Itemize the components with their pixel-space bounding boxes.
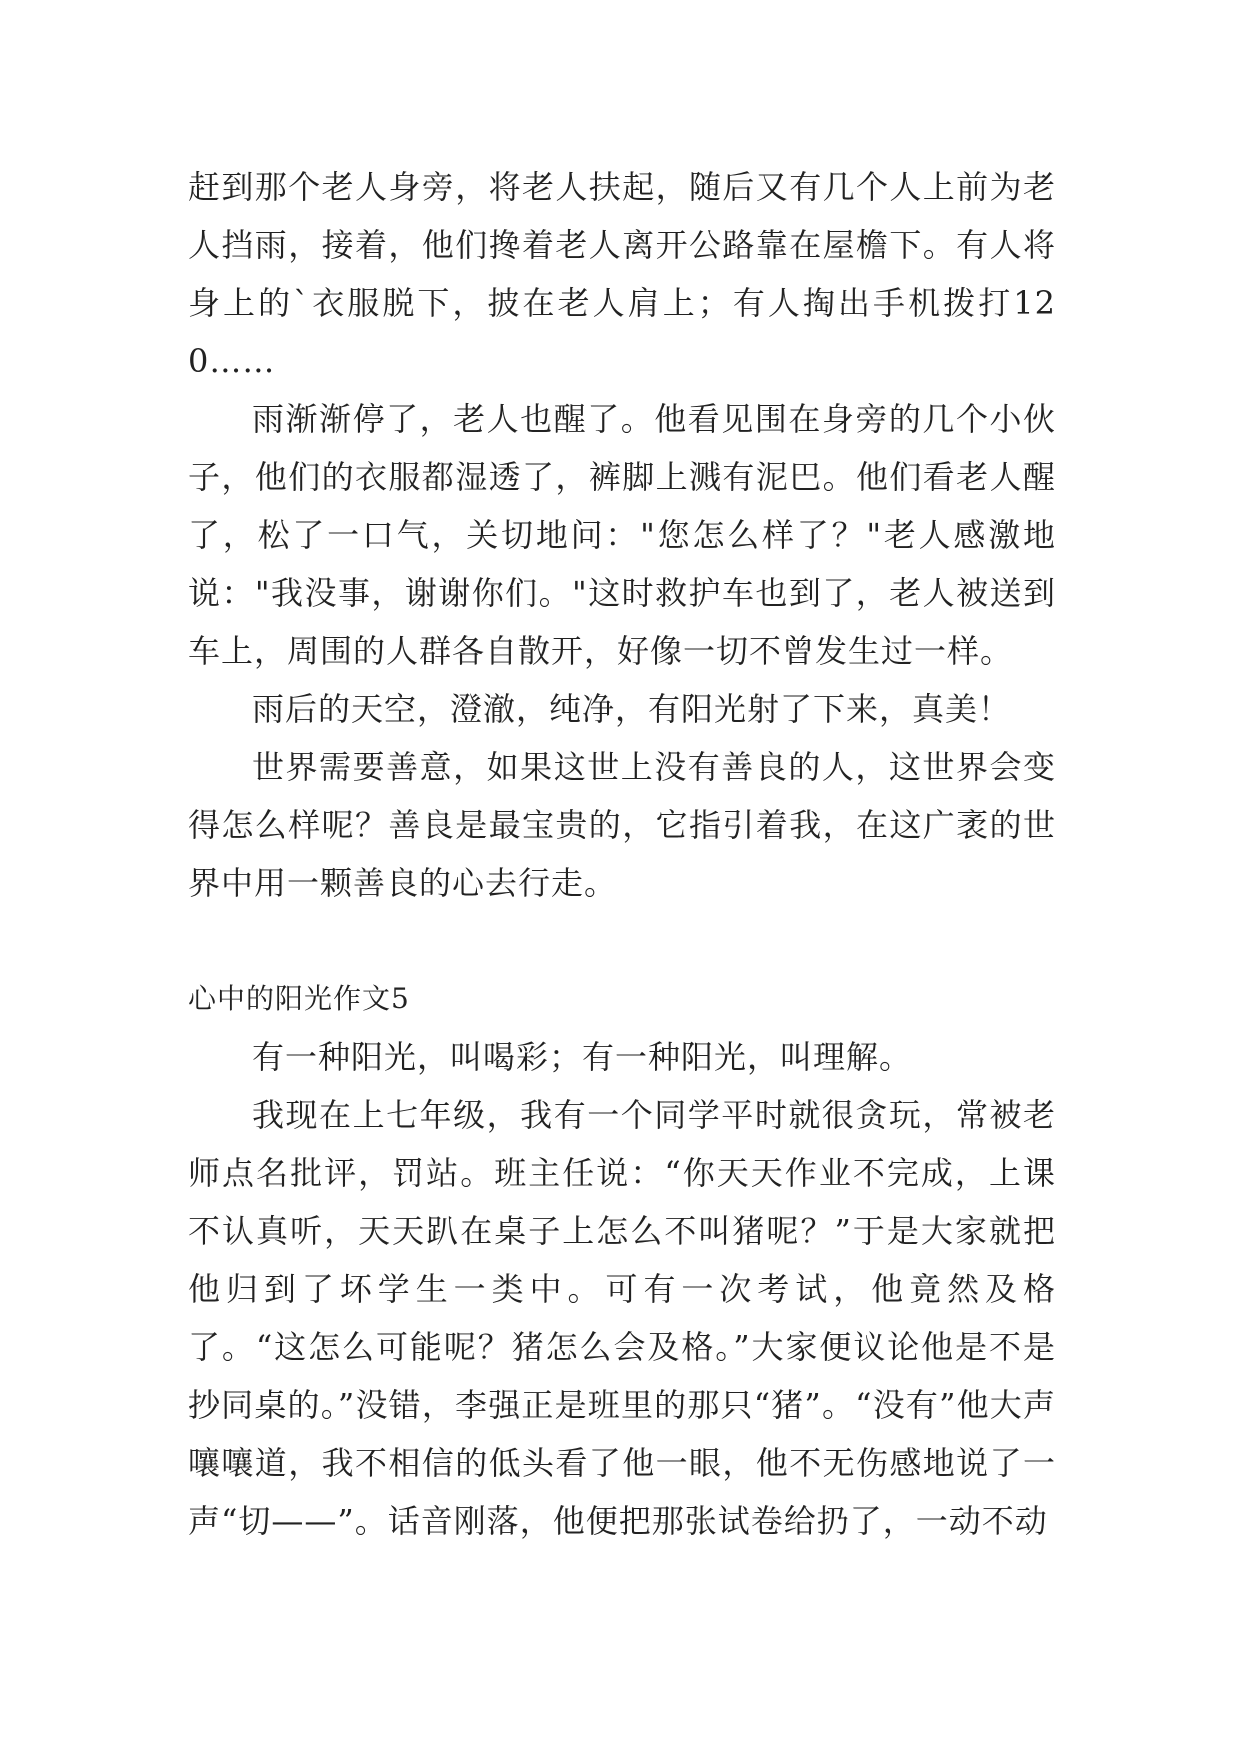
paragraph: 世界需要善意，如果这世上没有善良的人，这世界会变得怎么样呢？善良是最宝贵的，它指引着我，在这广袤的世界中用一颗善良的心去行走。 bbox=[188, 748, 1056, 902]
paragraph: 我现在上七年级，我有一个同学平时就很贪玩，常被老师点名批评，罚站。班主任说：“你天天作业不完成，上课不认真听，天天趴在桌子上怎么不叫猪呢？”于是大家就把他归到了坏学生一类中。可有一次考试，他竟然及格了。“这怎么可能呢？猪怎么会及格。”大家便议论他是不是抄同桌的。”没错，李强正是班里的那只“猪”。“没有”他大声嚷嚷道，我不相信的低头看了他一眼，他不无伤感地说了一声“切——”。话音刚落，他便把那张试卷给扔了，一动不动 bbox=[188, 1096, 1056, 1540]
section-title: 心中的阳光作文5 bbox=[188, 982, 410, 1015]
section-spacer bbox=[188, 912, 1056, 970]
paragraph: 雨渐渐停了，老人也醒了。他看见围在身旁的几个小伙子，他们的衣服都湿透了，裤脚上溅有泥巴。他们看老人醒了，松了一口气，关切地问："您怎么样了？"老人感激地说："我没事，谢谢你们。"这时救护车也到了，老人被送到车上，周围的人群各自散开，好像一切不曾发生过一样。 bbox=[188, 400, 1056, 670]
paragraph: 有一种阳光，叫喝彩；有一种阳光，叫理解。 bbox=[252, 1038, 913, 1076]
document-body bbox=[188, 158, 1056, 1550]
paragraph-continued: 赶到那个老人身旁，将老人扶起，随后又有几个人上前为老人挡雨，接着，他们搀着老人离开公路靠在屋檐下。有人将身上的`衣服脱下，披在老人肩上；有人掏出手机拨打120…… bbox=[188, 168, 1056, 380]
paragraph: 雨后的天空，澄澈，纯净，有阳光射了下来，真美！ bbox=[252, 690, 1012, 728]
